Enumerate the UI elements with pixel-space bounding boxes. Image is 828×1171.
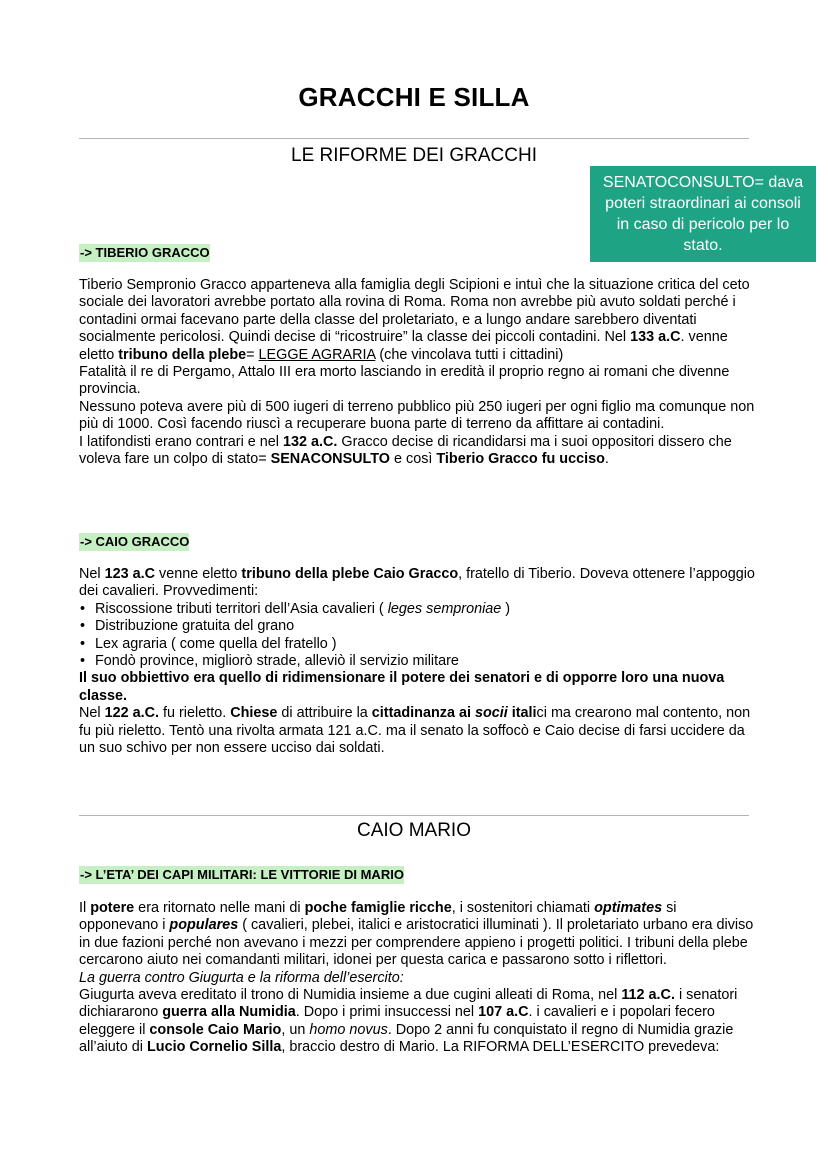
senatoconsulto-note-box: SENATOCONSULTO= dava poteri straordinari ai consoli in caso di pericolo per lo stato. xyxy=(590,166,816,262)
paragraph: Tiberio Sempronio Gracco apparteneva alla famiglia degli Scipioni e intuì che la situazione critica del ceto sociale dei lavoratori avrebbe portato alla rovina di Roma. Roma non avrebbe più avuto soldati perché i contadini ormai facevano parte della classe del proletariato, e a lungo andare sarebbero diventati socialmente pericolosi. Quindi decise di “ricostruire” la classe dei piccoli contadini. Nel 133 a.C. venne eletto tribuno della plebe= LEGGE AGRARIA (che vincolava tutti i cittadini) xyxy=(79,277,750,363)
paragraph: Nel 123 a.C venne eletto tribuno della plebe Caio Gracco, fratello di Tiberio. Doveva ottenere l’appoggio dei cavalieri. Provvedimenti: xyxy=(79,566,755,600)
page-title: GRACCHI E SILLA xyxy=(298,82,530,112)
paragraph: Nessuno poteva avere più di 500 iugeri di terreno pubblico più 250 iugeri per ogni figlio ma comunque non più di 1000. Così facendo riuscì a recuperare buona parte di terreno da affittare ai contadini. xyxy=(79,398,755,433)
heading-capi-militari: -> L’ETA’ DEI CAPI MILITARI: LE VITTORIE DI MARIO xyxy=(80,867,404,882)
section-divider xyxy=(79,138,749,139)
paragraph: Il potere era ritornato nelle mani di poche famiglie ricche, i sostenitori chiamati optimates si opponevano i populares ( cavalieri, plebei, italici e aristocratici illuminati ). Il proletariato urbano era diviso in due fazioni perché non avevano i mezzi per comprendere appieno i progetti politici. I tribuni della plebe cercarono aiuto nei comandanti militari, idonei per questa carica e passarono sotto i riflettori. xyxy=(79,900,754,969)
list-item: • Distribuzione gratuita del grano xyxy=(79,618,759,635)
list-item: • Lex agraria ( come quella del fratello ) xyxy=(79,636,759,653)
paragraph: Il suo obbiettivo era quello di ridimensionare il potere dei senatori e di opporre loro una nuova classe. xyxy=(79,670,725,704)
paragraph: Nel 122 a.C. fu rieletto. Chiese di attribuire la cittadinanza ai socii italici ma crearono mal contento, non fu più rieletto. Tentò una rivolta armata 121 a.C. ma il senato la soffocò e Caio decise di farsi uccidere da un suo schivo per non essere ucciso dai soldati. xyxy=(79,705,751,757)
heading-caio-gracco: -> CAIO GRACCO xyxy=(80,534,190,549)
list-item: • Riscossione tributi territori dell’Asia cavalieri ( leges semproniae ) xyxy=(79,601,759,618)
section-title-caio-mario: CAIO MARIO xyxy=(356,820,471,841)
section-title-riforme-gracchi: LE RIFORME DEI GRACCHI xyxy=(291,145,537,166)
paragraph: La guerra contro Giugurta e la riforma dell’esercito: xyxy=(79,969,404,986)
heading-tiberio-gracco: -> TIBERIO GRACCO xyxy=(80,245,210,260)
paragraph: Giugurta aveva ereditato il trono di Numidia insieme a due cugini alleati di Roma, nel 112 a.C. i senatori dichiararono guerra alla Numidia. Dopo i primi insuccessi nel 107 a.C. i cavalieri e i popolari fecero eleggere il console Caio Mario, un homo novus. Dopo 2 anni fu conquistato il regno di Numidia grazie all’aiuto di Lucio Cornelio Silla, braccio destro di Mario. La RIFORMA DELL’ESERCITO prevedeva: xyxy=(79,987,738,1056)
paragraph: Fatalità il re di Pergamo, Attalo III era morto lasciando in eredità il proprio regno ai romani che divenne provincia. xyxy=(79,364,730,398)
caio-mario-text xyxy=(79,900,759,1057)
section-divider xyxy=(79,815,749,816)
paragraph: I latifondisti erano contrari e nel 132 a.C. Gracco decise di ricandidarsi ma i suoi oppositori dissero che voleva fare un colpo di stato= SENACONSULTO e così Tiberio Gracco fu ucciso. xyxy=(79,433,732,468)
tiberio-text xyxy=(79,277,759,468)
list-item: • Fondò province, migliorò strade, alleviò il servizio militare xyxy=(79,653,759,670)
caio-gracco-text xyxy=(79,566,759,757)
provvedimenti-list xyxy=(79,601,759,671)
